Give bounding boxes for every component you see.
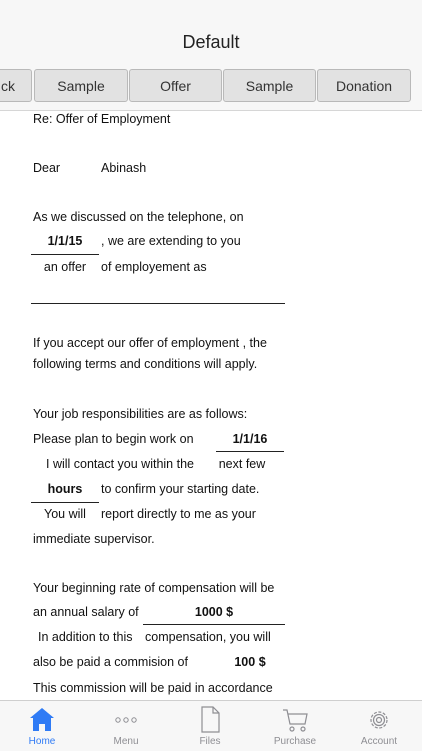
tab-menu[interactable] <box>84 701 168 751</box>
text-line: Your beginning rate of compensation will be <box>33 581 275 595</box>
salary-field[interactable]: 1000 $ <box>194 605 234 619</box>
contact-unit-field[interactable]: hours <box>47 482 83 496</box>
bottom-tab-bar <box>0 700 422 751</box>
text-line: This commission will be paid in accordance <box>33 681 273 695</box>
contact-period-field[interactable]: next few <box>218 457 266 471</box>
text-line: immediate supervisor. <box>33 532 155 546</box>
recipient-name-field[interactable]: Abinash <box>101 161 147 175</box>
offer-date-field[interactable]: 1/1/15 <box>47 234 83 248</box>
text-line: report directly to me as your <box>101 507 256 521</box>
more-dots-icon <box>111 705 141 733</box>
start-date-underline <box>216 451 284 452</box>
text-line: Please plan to begin work on <box>33 432 194 446</box>
tab-purchase[interactable] <box>253 701 337 751</box>
offer-type-field[interactable]: an offer <box>43 260 87 274</box>
tab-files[interactable] <box>168 701 252 751</box>
tab-account-label: Account <box>360 736 398 747</box>
text-line: I will contact you within the <box>46 457 194 471</box>
contact-unit-underline <box>31 502 99 503</box>
text-line: In addition to this <box>38 630 133 644</box>
tab-home-label: Home <box>28 736 56 747</box>
text-line: Your job responsibilities are as follows: <box>33 407 248 421</box>
tab-sample-1[interactable]: Sample <box>34 69 128 102</box>
tab-menu-label: Menu <box>113 736 139 747</box>
template-tab-bar[interactable] <box>0 64 422 111</box>
text-line: following terms and conditions will apply. <box>33 357 258 371</box>
page-title: Default <box>182 32 240 52</box>
cart-icon <box>280 705 310 733</box>
start-date-field[interactable]: 1/1/16 <box>232 432 268 446</box>
subject-line: Re: Offer of Employment <box>33 112 171 126</box>
text-line: You will <box>44 507 86 521</box>
tab-account[interactable] <box>337 701 421 751</box>
text-line: compensation, you will <box>145 630 271 644</box>
file-icon <box>195 705 225 733</box>
position-field[interactable] <box>31 303 285 304</box>
tab-files-label: Files <box>199 736 221 747</box>
text-line: As we discussed on the telephone, on <box>33 210 244 224</box>
text-line: of employement as <box>101 260 207 274</box>
tab-offer[interactable]: Offer <box>129 69 222 102</box>
nav-bar <box>0 0 422 64</box>
tab-donation[interactable]: Donation <box>317 69 411 102</box>
text-line: to confirm your starting date. <box>101 482 260 496</box>
offer-date-underline <box>31 254 99 255</box>
text-line: , we are extending to you <box>101 234 241 248</box>
text-line: an annual salary of <box>33 605 139 619</box>
text-line: If you accept our offer of employment , the <box>33 336 267 350</box>
salary-underline <box>143 624 285 625</box>
salutation: Dear <box>33 161 61 175</box>
tab-home[interactable] <box>0 701 84 751</box>
offer-letter-document <box>0 110 422 700</box>
gear-icon <box>364 705 394 733</box>
home-icon <box>27 705 57 733</box>
text-line: also be paid a commision of <box>33 655 188 669</box>
tab-purchase-label: Purchase <box>273 736 317 747</box>
commission-field[interactable]: 100 $ <box>234 655 266 669</box>
tab-sample-2[interactable]: Sample <box>223 69 316 102</box>
tab-partial[interactable]: ck <box>0 69 32 102</box>
